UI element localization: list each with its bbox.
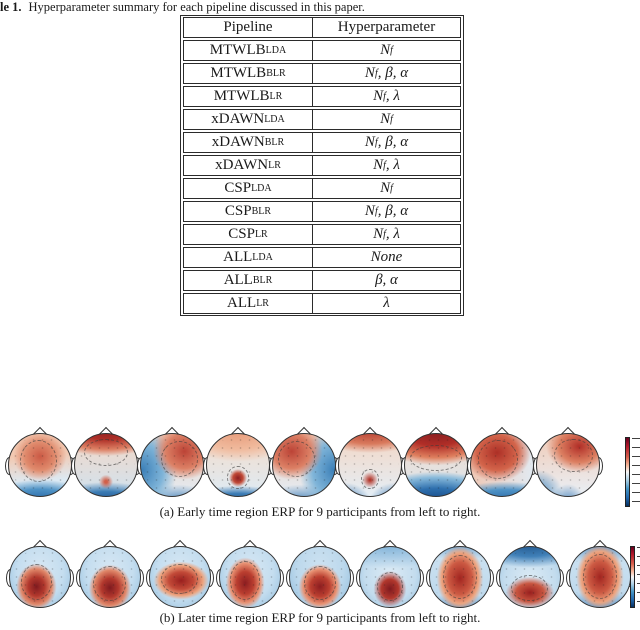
table-row <box>183 293 461 314</box>
contour-line <box>478 440 518 478</box>
topomap-scalp <box>338 433 402 497</box>
table-row <box>183 155 461 176</box>
pipeline-cell: ALL LR <box>227 295 269 311</box>
topomap <box>206 433 270 497</box>
topomap <box>272 433 336 497</box>
header-pipeline: Pipeline <box>223 19 273 35</box>
topomap-row-early <box>8 433 600 497</box>
pipeline-cell: CSP LR <box>228 226 268 242</box>
topomap-scalp <box>359 546 421 608</box>
hyperparameter-cell: N f , β, α <box>312 202 460 221</box>
topomap-scalp <box>149 546 211 608</box>
colorbar-early-ticks <box>632 438 640 507</box>
contour-line <box>230 561 260 599</box>
colorbar-early <box>625 437 630 507</box>
table-row <box>183 109 461 130</box>
topomap <box>289 546 351 608</box>
table-row <box>183 224 461 245</box>
topomap-scalp <box>8 433 72 497</box>
figure-caption-b: (b) Later time region ERP for 9 participants from left to right. <box>159 610 481 625</box>
contour-line <box>361 469 378 489</box>
topomap <box>338 433 402 497</box>
table-row <box>183 40 461 61</box>
header-hyperparameter: Hyperparameter <box>312 18 460 37</box>
topomap-scalp <box>9 546 71 608</box>
table-row <box>183 247 461 268</box>
colorbar-later <box>630 546 635 608</box>
topomap-scalp <box>499 546 561 608</box>
topomap <box>536 433 600 497</box>
hyperparameter-cell: N f , λ <box>312 156 460 175</box>
topomap-scalp <box>470 433 534 497</box>
table-caption-text: Hyperparameter summary for each pipeline discussed in this paper. <box>28 0 365 14</box>
topomap <box>140 433 204 497</box>
topomap-scalp <box>79 546 141 608</box>
contour-line <box>20 440 57 482</box>
contour-line <box>161 564 198 594</box>
hyperparameter-cell: N f , β, α <box>312 64 460 83</box>
topomap <box>74 433 138 497</box>
table-row <box>183 178 461 199</box>
contour-line <box>93 566 125 601</box>
contour-line <box>443 555 477 598</box>
topomap-scalp <box>206 433 270 497</box>
topomap-scalp <box>74 433 138 497</box>
topomap-scalp <box>569 546 631 608</box>
table-row <box>183 63 461 84</box>
topomap-scalp <box>289 546 351 608</box>
contour-line <box>410 445 462 471</box>
contour-line <box>583 554 617 598</box>
table-caption-label: le 1. <box>0 0 22 14</box>
pipeline-cell: ALL BLR <box>223 272 273 288</box>
hyperparameter-cell: N f <box>312 41 460 60</box>
topomap <box>9 546 71 608</box>
topomap-scalp <box>272 433 336 497</box>
hyperparameter-table <box>180 15 464 316</box>
topomap <box>359 546 421 608</box>
contour-line <box>304 566 335 600</box>
hyperparameter-cell: N f , λ <box>312 87 460 106</box>
hyperparameter-cell: N f <box>312 179 460 198</box>
pipeline-cell: xDAWN LR <box>215 157 281 173</box>
topomap <box>404 433 468 497</box>
figure-caption-a: (a) Early time region ERP for 9 participants from left to right. <box>159 504 481 519</box>
contour-line <box>84 439 129 466</box>
table-row <box>183 132 461 153</box>
table-row <box>183 201 461 222</box>
topomap <box>219 546 281 608</box>
topomap <box>499 546 561 608</box>
topomap <box>429 546 491 608</box>
hyperparameter-cell: N f , λ <box>312 225 460 244</box>
pipeline-cell: ALL LDA <box>223 249 273 265</box>
topomap <box>149 546 211 608</box>
hyperparameter-cell: λ <box>312 294 460 313</box>
pipeline-cell: MTWLB BLR <box>210 65 286 81</box>
contour-line <box>161 441 198 477</box>
table-header-row <box>183 17 461 38</box>
topomap <box>470 433 534 497</box>
hyperparameter-cell: N f , β, α <box>312 133 460 152</box>
table-row <box>183 86 461 107</box>
topomap-row-later <box>9 546 631 608</box>
table-row <box>183 270 461 291</box>
pipeline-cell: CSP BLR <box>224 203 272 219</box>
topomap-scalp <box>219 546 281 608</box>
topomap-scalp <box>140 433 204 497</box>
pipeline-cell: MTWLB LR <box>213 88 283 104</box>
pipeline-cell: xDAWN BLR <box>211 134 285 150</box>
topomap <box>569 546 631 608</box>
hyperparameter-cell: N f <box>312 110 460 129</box>
topomap <box>79 546 141 608</box>
pipeline-cell: MTWLB LDA <box>209 42 287 58</box>
contour-line <box>554 439 592 472</box>
topomap <box>8 433 72 497</box>
pipeline-cell: CSP LDA <box>224 180 272 196</box>
contour-line <box>278 441 315 477</box>
topomap-scalp <box>429 546 491 608</box>
topomap-scalp <box>536 433 600 497</box>
hyperparameter-cell: None <box>312 248 460 267</box>
topomap-scalp <box>404 433 468 497</box>
table-caption <box>0 0 365 15</box>
contour-line <box>227 466 248 488</box>
contour-line <box>377 572 403 601</box>
hyperparameter-cell: β, α <box>312 271 460 290</box>
contour-line <box>21 564 52 600</box>
contour-line <box>511 575 548 601</box>
pipeline-cell: xDAWN LDA <box>211 111 285 127</box>
